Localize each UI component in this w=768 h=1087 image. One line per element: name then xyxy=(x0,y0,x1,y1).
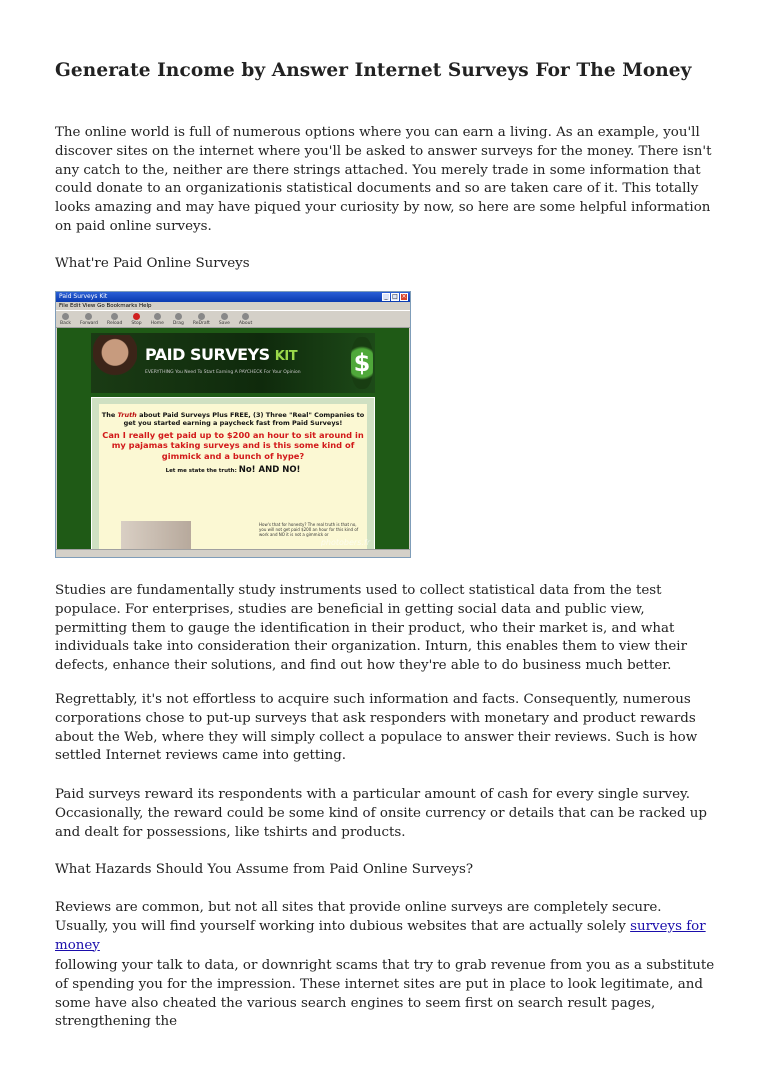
toolbar-save: Save xyxy=(219,313,230,326)
save-icon xyxy=(221,313,228,320)
back-arrow-icon xyxy=(62,313,69,320)
banner-subtitle: EVERYTHING You Need To Start Earning A PAYCHECK For Your Opinion xyxy=(145,370,301,375)
stop-icon xyxy=(133,313,140,320)
paid-surveys-banner xyxy=(91,333,375,393)
page-title: Generate Income by Answer Internet Surveys For The Money xyxy=(55,60,692,81)
minimize-icon: _ xyxy=(382,293,390,301)
paragraph-studies: Studies are fundamentally study instruments used to collect statistical data from the test populace. For enterprises, studies are beneficial in getting social data and public view, permitting them to gauge the identification in their product, who their market is, and what individuals take into consideration their organization. Inturn, this enables them to view their defects, enhance their solutions, and find out how they're able to do business much better. xyxy=(55,583,687,674)
window-title: Paid Surveys Kit xyxy=(59,293,108,300)
sales-headline: Can I really get paid up to $200 an hour to sit around in my pajamas taking surveys and is this some kind of gimmick and a bunch of hype? xyxy=(102,430,364,461)
sales-copy xyxy=(99,404,367,551)
surveys-for-money-link[interactable]: surveys for money xyxy=(55,918,706,953)
browser-toolbar xyxy=(56,310,410,328)
reload-icon xyxy=(111,313,118,320)
woman-photo xyxy=(93,335,137,393)
paragraph-reviews-text: Reviews are common, but not all sites that provide online surveys are completely secure. Usually, you will find yourself working into dubious websites that are actually solely xyxy=(55,900,662,934)
paragraph-following: following your talk to data, or downright scams that try to grab revenue from you as a substitute of spending you for the impression. These internet sites are put in place to look legitimate, and some have also cheated the various search engines to seem first on search result pages, strengthening the xyxy=(55,958,715,1030)
redraft-icon xyxy=(198,313,205,320)
toolbar-drag: Drag xyxy=(173,313,184,326)
toolbar-reload: Reload xyxy=(107,313,122,326)
forward-arrow-icon xyxy=(85,313,92,320)
sales-intro: The Truth about Paid Surveys Plus FREE, (3) Three "Real" Companies to get you started earning a paycheck fast from Paid Surveys! xyxy=(101,411,365,427)
paragraph-regrettably: Regrettably, it's not effortless to acquire such information and facts. Consequently, numerous corporations chose to put-up surveys that ask responders with monetary and product rewards about the Web, where they will simply collect a populace to answer their reviews. Such is how settled Internet reviews came into getting. xyxy=(55,692,698,764)
banner-title: PAID SURVEYS KIT xyxy=(145,345,298,364)
toolbar-about: About xyxy=(239,313,252,326)
browser-viewport xyxy=(57,328,409,550)
about-icon xyxy=(242,313,249,320)
toolbar-redraft: ReDraft xyxy=(193,313,210,326)
window-statusbar xyxy=(56,549,410,557)
sales-small-text: How's that for honesty? The real truth is that no, you will not get paid $200 an hour for this kind of work and NO it is not a gimmick or xyxy=(259,522,359,537)
toolbar-stop: Stop xyxy=(131,313,141,326)
drag-icon xyxy=(175,313,182,320)
banner-kit: KIT xyxy=(274,349,298,364)
window-menubar: File Edit View Go Bookmarks Help xyxy=(59,303,152,309)
section-heading-hazards: What Hazards Should You Assume from Paid Online Surveys? xyxy=(55,862,474,877)
hand-photo xyxy=(121,521,191,551)
toolbar-back: Back xyxy=(60,313,71,326)
watermark: photobers.fr xyxy=(320,538,370,547)
paragraph-paid-surveys-reward: Paid surveys reward its respondents with a particular amount of cash for every single survey. Occasionally, the reward could be some kind of onsite currency or details that can be racked up and dealt for possessions, like tshirts and products. xyxy=(55,787,707,840)
paragraph-reviews xyxy=(55,899,715,955)
paid-surveys-kit-screenshot xyxy=(55,291,411,558)
sales-truth: Let me state the truth: No! AND NO! xyxy=(165,465,301,476)
window-titlebar xyxy=(56,292,410,302)
maximize-icon: □ xyxy=(392,293,398,300)
window-controls xyxy=(382,293,408,301)
home-icon xyxy=(154,313,161,320)
sales-content-box xyxy=(91,397,375,550)
toolbar-home: Home xyxy=(151,313,164,326)
section-heading-paid-surveys: What're Paid Online Surveys xyxy=(55,256,250,271)
close-icon: × xyxy=(401,293,407,300)
dollar-bag-icon: $ xyxy=(351,337,373,389)
intro-paragraph: The online world is full of numerous options where you can earn a living. As an example, you'll discover sites on the internet where you'll be asked to answer surveys for the money. There isn't any catch to the, neither are there strings attached. You merely trade in some information that could donate to an organizationis statistical documents and so are taken care of it. This totally looks amazing and may have piqued your curiosity by now, so here are some helpful information on paid online surveys. xyxy=(55,125,712,234)
toolbar-forward: Forward xyxy=(80,313,98,326)
